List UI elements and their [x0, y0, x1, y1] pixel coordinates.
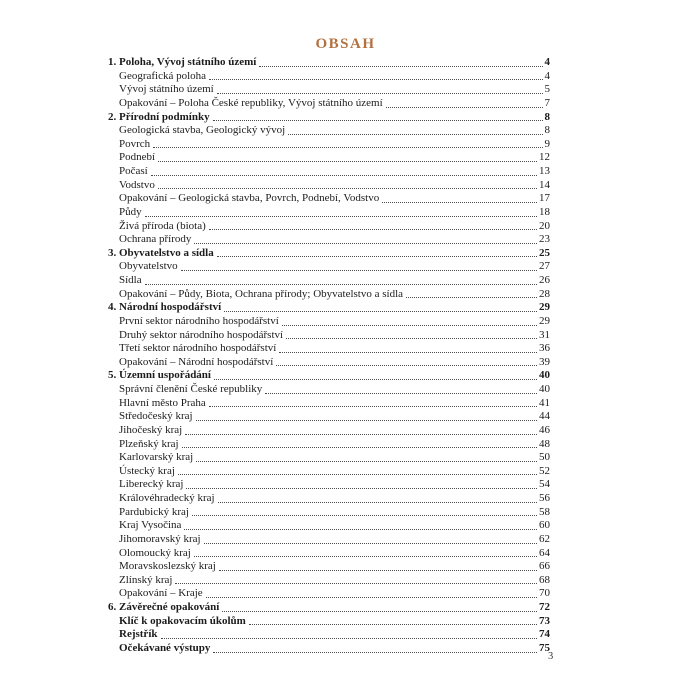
toc-entry [108, 533, 550, 547]
page-number: 3 [548, 651, 554, 662]
toc-entry-page: 44 [539, 410, 550, 423]
dot-leader [213, 652, 537, 653]
dot-leader [178, 474, 537, 475]
toc-entry-label: Počasí [119, 165, 148, 177]
toc-entry [108, 547, 550, 561]
toc-entry [108, 465, 550, 479]
toc-entry-page: 20 [539, 219, 550, 232]
toc-entry-page: 12 [539, 151, 550, 164]
toc-entry-label: Opakování – Geologická stavba, Povrch, Podnebí, Vodstvo [119, 192, 380, 205]
dot-leader [153, 147, 542, 148]
toc-entry-label: Plzeňský kraj [119, 437, 179, 450]
toc-entry [108, 179, 550, 193]
dot-leader [175, 583, 537, 584]
toc-entry-page: 5 [544, 83, 550, 96]
toc-entry-label: Geologická stavba, Geologický vývoj [119, 124, 286, 137]
toc-entry-label: 5. Územní uspořádání [108, 369, 211, 382]
toc-entry [108, 601, 550, 615]
toc-entry-page: 4 [544, 56, 550, 68]
toc-entry-label: Živá příroda (biota) [119, 219, 206, 232]
toc-entry [108, 288, 550, 302]
toc-entry [108, 220, 550, 234]
toc-entry-label: Opakování – Půdy, Biota, Ochrana přírody; Obyvatelstvo a sídla [119, 287, 404, 300]
toc-entry-label: Správní členění České republiky [119, 383, 263, 395]
toc-entry-label: Podnebí [119, 151, 156, 164]
toc-entry [108, 397, 550, 411]
toc-entry [108, 560, 550, 574]
toc-entry-label: Jihočeský kraj [119, 423, 183, 436]
dot-leader [192, 515, 537, 516]
toc-entry [108, 519, 550, 533]
toc-entry-page: 72 [539, 601, 550, 613]
toc-entry [108, 369, 550, 383]
toc-entry [108, 206, 550, 220]
toc-entry-label: 4. Národní hospodářství [108, 301, 222, 314]
toc-entry-page: 31 [539, 328, 550, 341]
toc-entry-page: 4 [544, 69, 550, 82]
toc-entry-page: 9 [544, 137, 550, 150]
dot-leader [182, 447, 537, 448]
toc-entry-page: 18 [539, 205, 550, 218]
toc-entry-page: 7 [544, 96, 550, 109]
dot-leader [214, 379, 537, 380]
toc-entry-label: Třetí sektor národního hospodářství [119, 342, 277, 355]
toc-entry [108, 451, 550, 465]
toc-entry-page: 41 [539, 396, 550, 409]
dot-leader [209, 79, 542, 80]
toc-entry [108, 356, 550, 370]
toc-entry-page: 50 [539, 451, 550, 464]
toc-entry-page: 39 [539, 355, 550, 368]
dot-leader [206, 597, 537, 598]
dot-leader [406, 297, 537, 298]
toc-entry-label: Vývoj státního území [119, 83, 214, 96]
toc-entry [108, 642, 550, 656]
toc-entry-page: 8 [544, 124, 550, 137]
toc-entry-label: Ústecký kraj [119, 464, 175, 477]
toc-entry [108, 587, 550, 601]
dot-leader [276, 365, 537, 366]
toc-entry-label: Opakování – Národní hospodářství [119, 355, 274, 368]
dot-leader [265, 393, 537, 394]
dot-leader [218, 502, 537, 503]
toc-entry-page: 73 [539, 614, 550, 627]
dot-leader [249, 624, 537, 625]
dot-leader [213, 120, 543, 121]
toc-entry-label: Hlavní město Praha [119, 396, 206, 409]
toc-entry-page: 62 [539, 532, 550, 545]
toc-entry-label: Ochrana přírody [119, 233, 192, 246]
toc-entry [108, 247, 550, 261]
toc-entry [108, 56, 550, 70]
dot-leader [145, 284, 537, 285]
dot-leader [209, 406, 537, 407]
toc-entry [108, 438, 550, 452]
toc-entry-label: Rejstřík [119, 628, 158, 641]
toc-entry-page: 74 [539, 628, 550, 641]
toc-entry [108, 506, 550, 520]
toc-entry-page: 56 [539, 492, 550, 504]
toc-entry-label: 1. Poloha, Vývoj státního území [108, 56, 257, 68]
toc-entry [108, 615, 550, 629]
dot-leader [222, 611, 537, 612]
toc-entry-page: 64 [539, 546, 550, 559]
dot-leader [196, 461, 537, 462]
toc-entry [108, 574, 550, 588]
dot-leader [386, 107, 543, 108]
toc-entry-page: 40 [539, 369, 550, 382]
toc-entry-label: Karlovarský kraj [119, 451, 194, 464]
toc-entry-page: 13 [539, 165, 550, 177]
toc-entry [108, 301, 550, 315]
table-of-contents [108, 56, 550, 656]
page-title: OBSAH [315, 36, 376, 52]
toc-entry-label: První sektor národního hospodářství [119, 314, 279, 327]
toc-entry-page: 25 [539, 246, 550, 259]
toc-entry [108, 138, 550, 152]
toc-entry [108, 97, 550, 111]
toc-entry-label: 6. Závěrečné opakování [108, 601, 220, 613]
dot-leader [145, 216, 537, 217]
toc-entry [108, 192, 550, 206]
toc-entry-label: Půdy [119, 205, 142, 218]
toc-entry-label: Kraj Vysočina [119, 519, 182, 532]
toc-entry-label: Obyvatelstvo [119, 260, 178, 273]
dot-leader [185, 434, 537, 435]
toc-entry-label: 2. Přírodní podmínky [108, 110, 210, 123]
dot-leader [217, 256, 537, 257]
dot-leader [224, 311, 537, 312]
toc-entry-page: 75 [539, 641, 550, 654]
toc-entry-page: 46 [539, 423, 550, 436]
toc-entry-page: 58 [539, 505, 550, 518]
dot-leader [219, 570, 537, 571]
toc-entry-label: Liberecký kraj [119, 478, 184, 491]
dot-leader [161, 638, 538, 639]
toc-entry [108, 492, 550, 506]
toc-entry-label: Opakování – Kraje [119, 587, 203, 600]
dot-leader [194, 243, 537, 244]
toc-entry-label: Olomoucký kraj [119, 546, 191, 559]
toc-entry-page: 70 [539, 587, 550, 600]
toc-entry-page: 28 [539, 287, 550, 300]
toc-entry-label: Druhý sektor národního hospodářství [119, 328, 284, 341]
toc-entry-page: 48 [539, 437, 550, 450]
toc-entry-page: 14 [539, 178, 550, 191]
toc-entry [108, 83, 550, 97]
toc-entry-label: Pardubický kraj [119, 505, 189, 518]
toc-entry-label: Očekávané výstupy [119, 641, 211, 654]
toc-entry-label: Geografická poloha [119, 69, 207, 82]
toc-entry-label: Povrch [119, 137, 151, 150]
dot-leader [181, 270, 537, 271]
dot-leader [209, 229, 537, 230]
toc-entry-page: 68 [539, 573, 550, 586]
toc-entry-page: 27 [539, 260, 550, 273]
toc-entry [108, 165, 550, 179]
toc-entry [108, 111, 550, 125]
toc-entry-page: 17 [539, 192, 550, 205]
toc-entry-page: 29 [539, 314, 550, 327]
toc-entry [108, 70, 550, 84]
dot-leader [279, 352, 537, 353]
toc-entry-page: 60 [539, 519, 550, 532]
toc-entry [108, 410, 550, 424]
dot-leader [184, 529, 537, 530]
toc-entry-page: 40 [539, 383, 550, 395]
toc-entry-label: Vodstvo [119, 178, 155, 191]
toc-entry [108, 478, 550, 492]
toc-entry-page: 36 [539, 342, 550, 355]
dot-leader [217, 93, 543, 94]
dot-leader [286, 338, 537, 339]
toc-entry-page: 66 [539, 560, 550, 573]
dot-leader [204, 543, 537, 544]
toc-entry [108, 124, 550, 138]
toc-entry-page: 8 [544, 110, 550, 123]
toc-entry-label: Královéhradecký kraj [119, 492, 215, 504]
toc-entry [108, 424, 550, 438]
toc-entry-label: Moravskoslezský kraj [119, 560, 216, 573]
toc-entry-page: 54 [539, 478, 550, 491]
toc-entry-label: Sídla [119, 274, 142, 286]
dot-leader [288, 134, 542, 135]
toc-entry [108, 233, 550, 247]
dot-leader [194, 556, 537, 557]
toc-entry-label: 3. Obyvatelstvo a sídla [108, 246, 214, 259]
toc-entry-label: Zlínský kraj [119, 573, 173, 586]
dot-leader [196, 420, 537, 421]
toc-entry [108, 329, 550, 343]
toc-entry [108, 342, 550, 356]
toc-entry-label: Opakování – Poloha České republiky, Vývoj státního území [119, 96, 383, 109]
toc-entry-page: 52 [539, 464, 550, 477]
toc-entry-label: Středočeský kraj [119, 410, 193, 423]
toc-entry [108, 151, 550, 165]
dot-leader [158, 161, 537, 162]
toc-entry [108, 383, 550, 397]
dot-leader [158, 188, 537, 189]
toc-entry [108, 260, 550, 274]
toc-entry-page: 26 [539, 274, 550, 286]
toc-entry-label: Klíč k opakovacím úkolům [119, 614, 246, 627]
toc-entry-label: Jihomoravský kraj [119, 532, 201, 545]
dot-leader [259, 66, 542, 67]
dot-leader [186, 488, 537, 489]
toc-entry [108, 628, 550, 642]
dot-leader [382, 202, 537, 203]
toc-entry-page: 29 [539, 301, 550, 314]
toc-entry [108, 315, 550, 329]
toc-entry [108, 274, 550, 288]
dot-leader [151, 175, 537, 176]
dot-leader [282, 325, 537, 326]
toc-entry-page: 23 [539, 233, 550, 246]
